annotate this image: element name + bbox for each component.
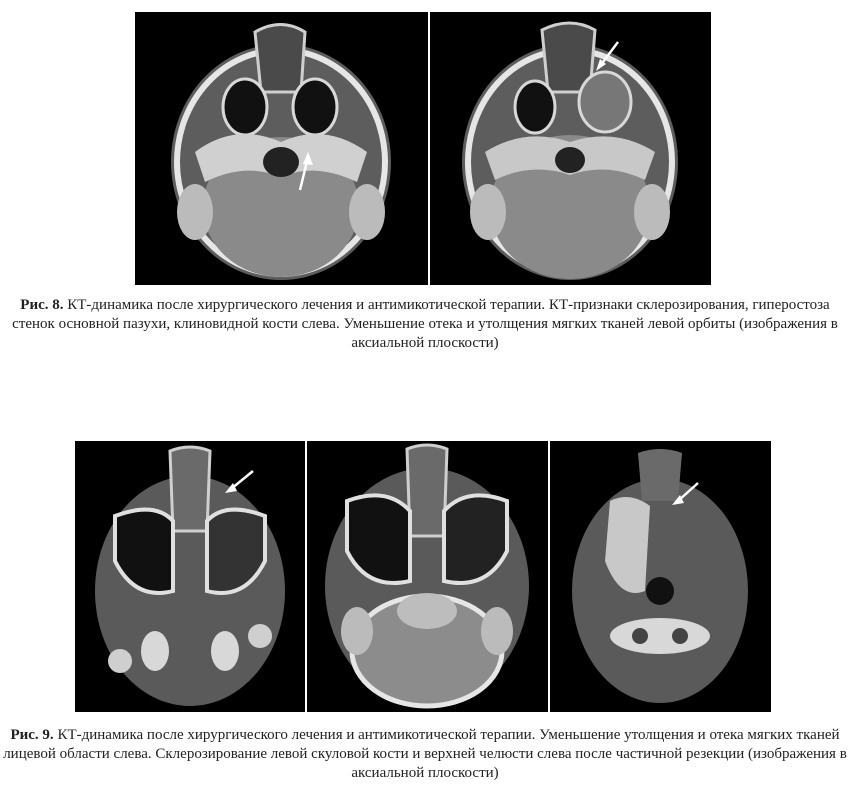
- figure-caption: [0, 296, 850, 351]
- ct-image-panel: [135, 12, 428, 285]
- ct-scan-image: [75, 441, 305, 712]
- figure-9: [0, 440, 850, 785]
- figure-caption-text: КТ-динамика после хирургического лечения и антимикотической терапии. Уменьшение утолщения и отека мягких тканей лицевой области слева. Склерозирование левой скуловой кости и верхней челюсти слева после частичной резекции (изображения в аксиальной плоскости): [3, 727, 847, 781]
- ct-image-panel: [75, 441, 305, 712]
- ct-scan-image: [135, 12, 428, 285]
- figure-caption: [0, 726, 850, 783]
- ct-scan-image: [550, 441, 771, 712]
- figure-8: [0, 0, 850, 360]
- figure-label: Рис. 9.: [10, 727, 54, 743]
- ct-scan-image: [430, 12, 711, 285]
- ct-image-panel: [430, 12, 711, 285]
- figure-label: Рис. 8.: [20, 297, 64, 313]
- figure-caption-text: КТ-динамика после хирургического лечения и антимикотической терапии. КТ-признаки склерозирования, гиперостоза стенок основной пазухи, клиновидной кости слева. Уменьшение отека и утолщения мягких тканей левой орбиты (изображения в аксиальной плоскости): [12, 297, 838, 351]
- ct-image-panel: [550, 441, 771, 712]
- ct-scan-image: [307, 441, 548, 712]
- ct-image-panel: [307, 441, 548, 712]
